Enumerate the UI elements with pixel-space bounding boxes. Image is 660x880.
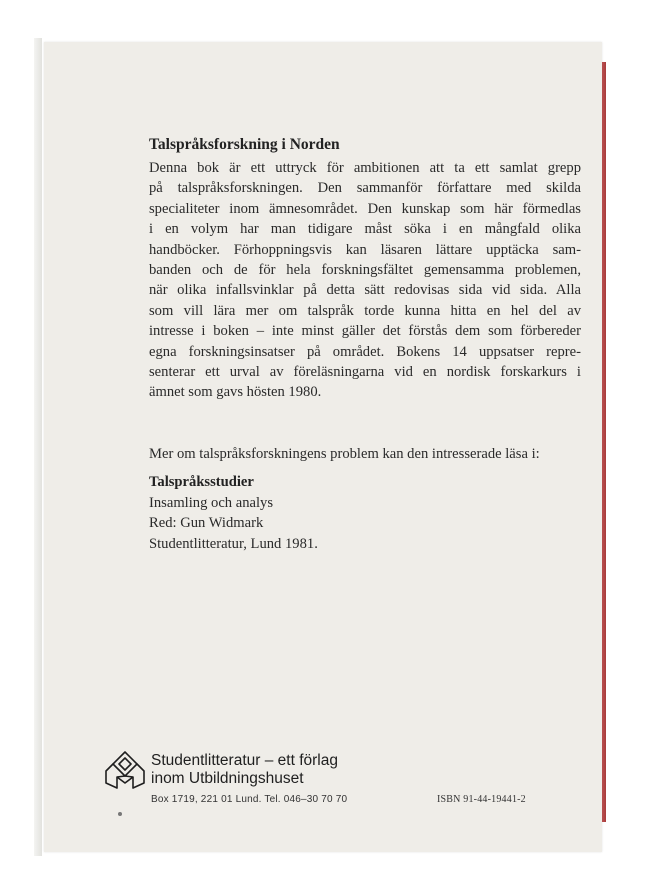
studentlitteratur-logo-icon bbox=[104, 750, 146, 790]
isbn-number: ISBN 91-44-19441-2 bbox=[437, 794, 526, 805]
description-line: i en volym har man tidigare måst söka i en mångfald olika bbox=[149, 221, 581, 238]
reference-title: Talspråksstudier bbox=[149, 474, 254, 490]
description-line: ämnet som gavs hösten 1980. bbox=[149, 384, 322, 401]
publisher-imprint bbox=[151, 752, 338, 788]
book-spine-shadow bbox=[34, 38, 42, 856]
description-line: banden och de för hela forskningsfältet gemensamma problemen, bbox=[149, 262, 581, 279]
further-reading-intro: Mer om talspråksforskningens problem kan den intresserade läsa i: bbox=[149, 446, 540, 462]
description-line: specialiteter inom ämnesområdet. Den kunskap som här förmedlas bbox=[149, 200, 581, 217]
reference-publisher: Studentlitteratur, Lund 1981. bbox=[149, 535, 318, 552]
publisher-group: inom Utbildningshuset bbox=[151, 770, 304, 787]
cover-content bbox=[149, 42, 602, 852]
description-line: Denna bok är ett uttryck för ambitionen att ta ett samlat grepp bbox=[149, 160, 581, 176]
description-line: som vill lära mer om talspråk torde kunna hitta en hel del av bbox=[149, 302, 581, 319]
back-cover bbox=[44, 42, 602, 852]
book-title-heading: Talspråksforskning i Norden bbox=[149, 136, 340, 153]
description-paragraph bbox=[149, 158, 581, 403]
description-line: senterar ett urval av föreläsningarna vid en nordisk forskarkurs i bbox=[149, 364, 581, 381]
reference-editor: Red: Gun Widmark bbox=[149, 515, 264, 531]
description-line: när olika infallsvinklar på detta sätt redovisas sida vid sida. Alla bbox=[149, 282, 581, 299]
description-line: egna forskningsinsatser på området. Bokens 14 uppsatser repre- bbox=[149, 343, 581, 360]
reference-subtitle: Insamling och analys bbox=[149, 494, 274, 511]
description-line: intresse i boken – inte minst gäller det förstås dem som förbereder bbox=[149, 323, 581, 340]
description-line: på talspråksforskningen. Den sammanför författare med skilda bbox=[149, 180, 581, 197]
print-dot bbox=[118, 812, 122, 816]
description-line: handböcker. Förhoppningsvis kan läsaren lättare upptäcka sam- bbox=[149, 241, 581, 258]
publisher-address: Box 1719, 221 01 Lund. Tel. 046–30 70 70 bbox=[151, 794, 348, 805]
publisher-name: Studentlitteratur – ett förlag bbox=[151, 752, 338, 769]
reference-block bbox=[149, 472, 318, 554]
